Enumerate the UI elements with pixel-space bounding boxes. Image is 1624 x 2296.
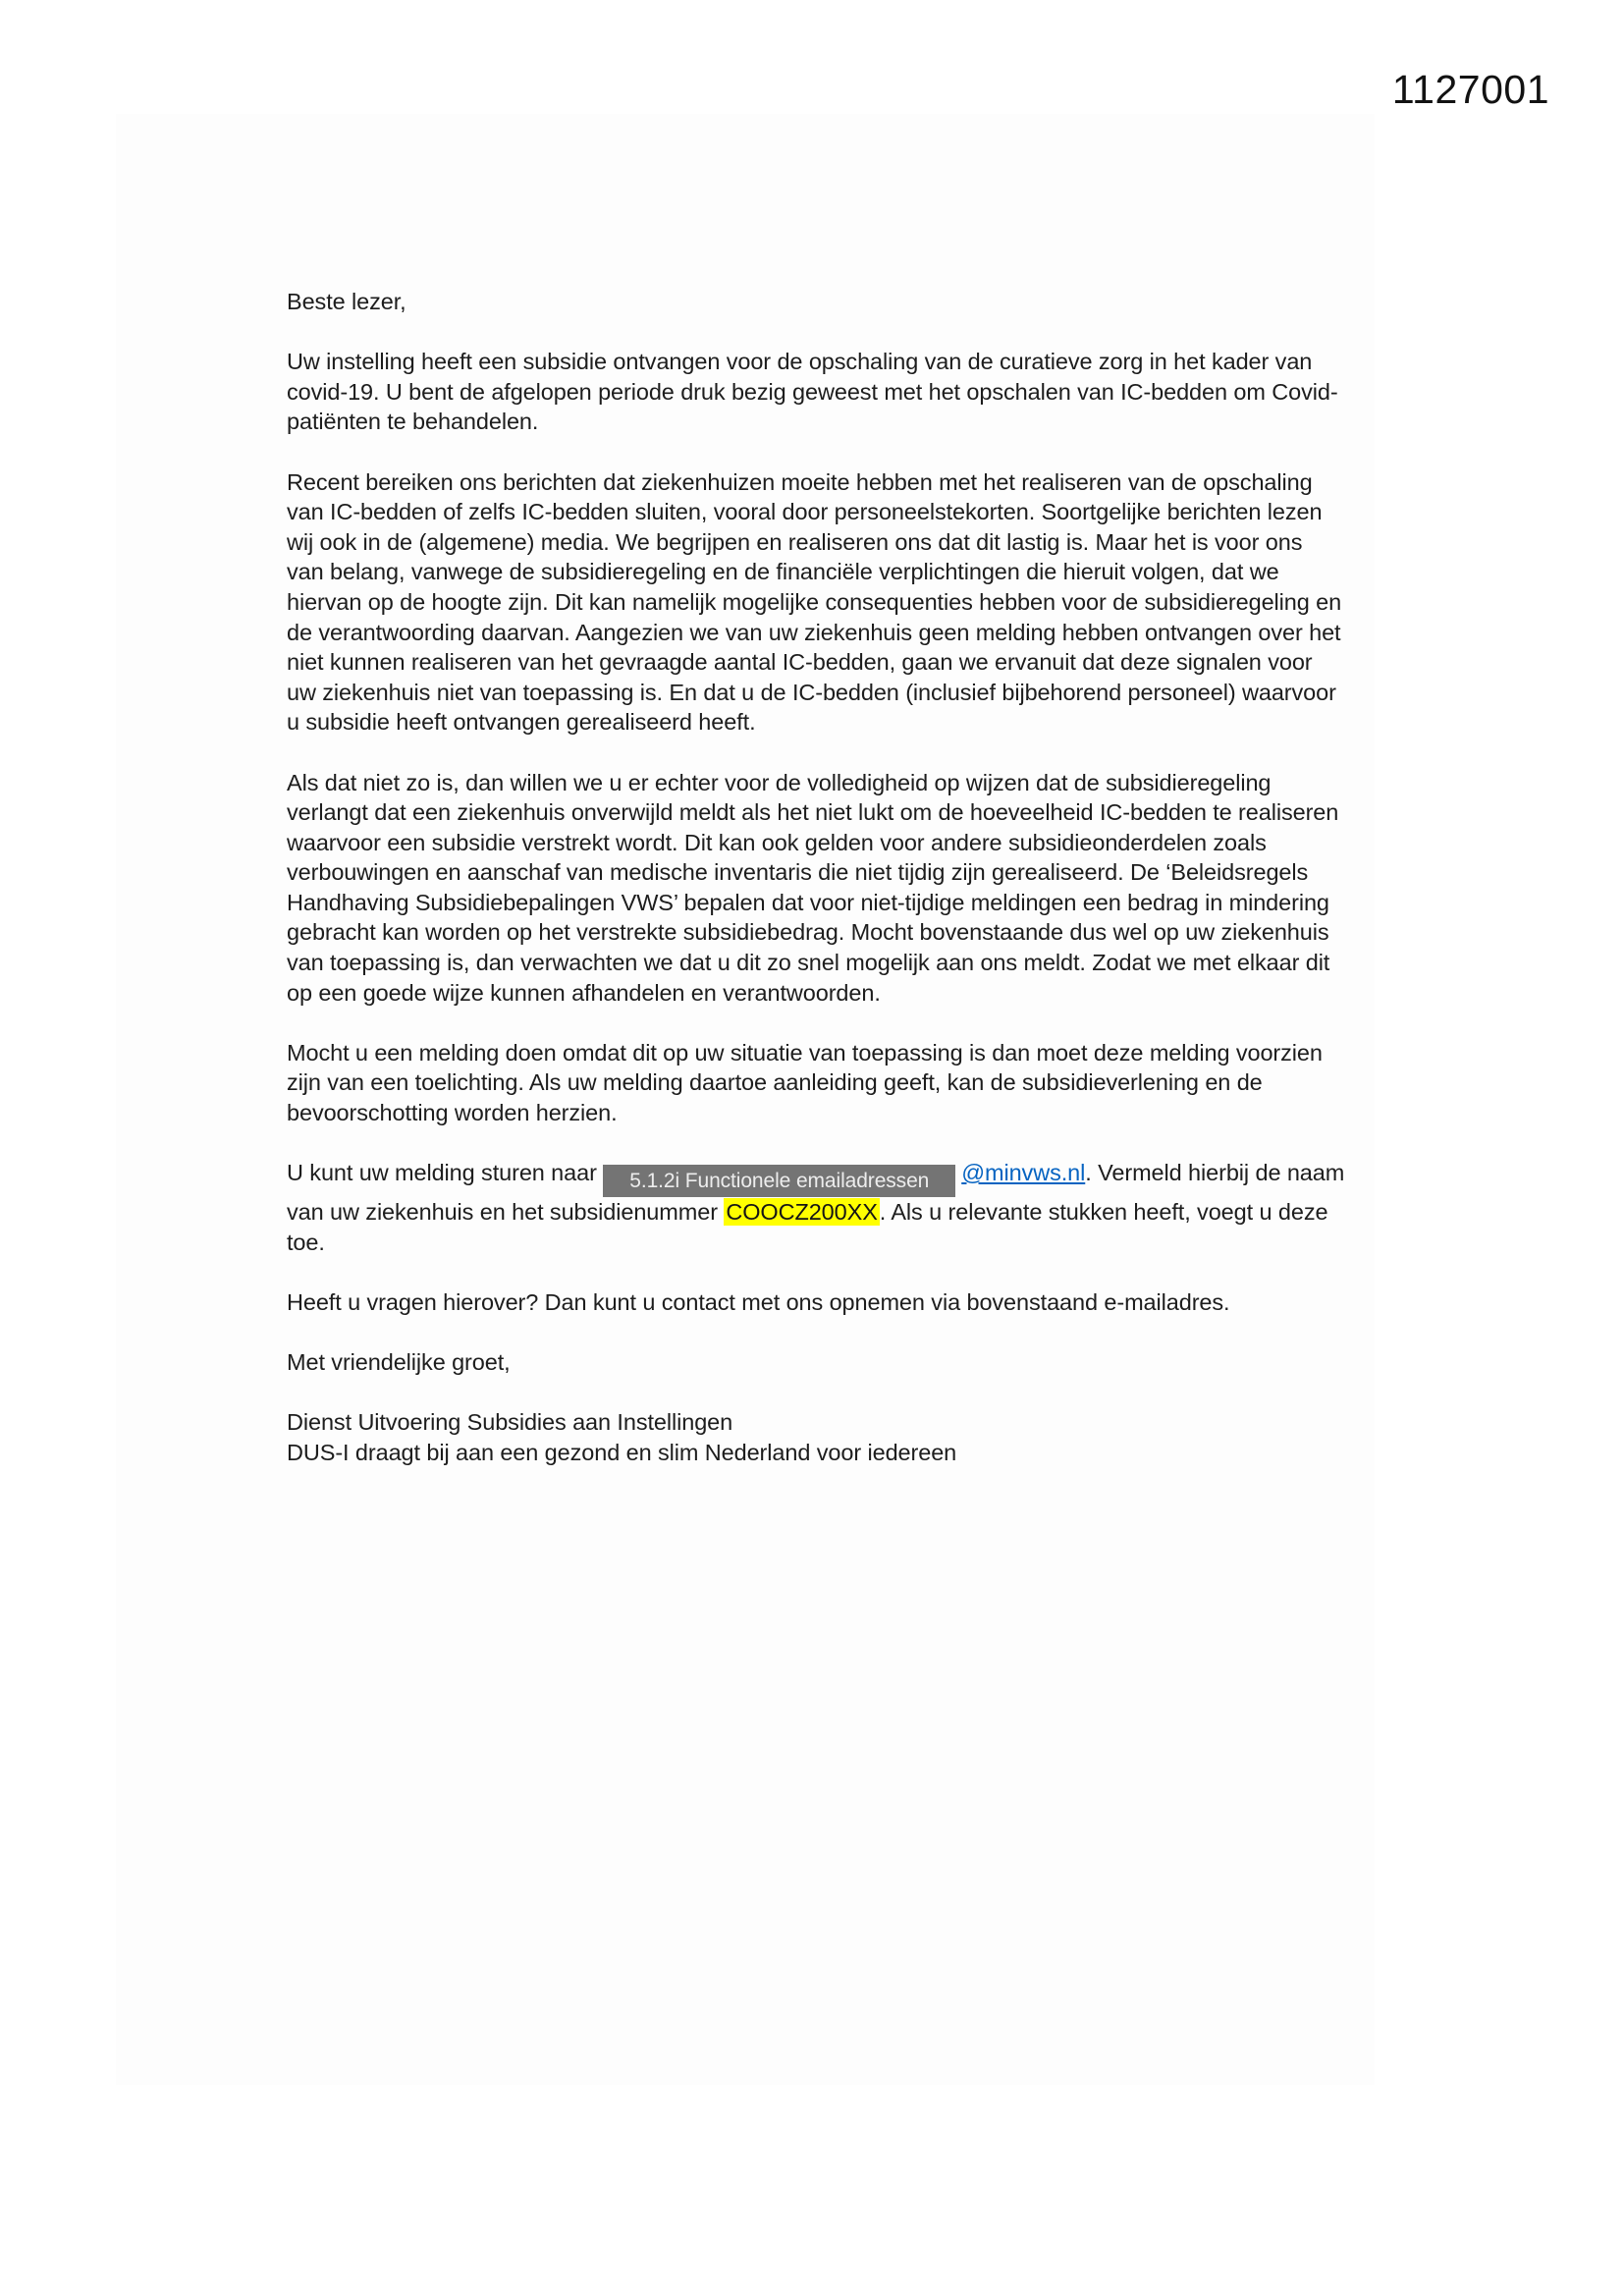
signature-organization: Dienst Uitvoering Subsidies aan Instellingen xyxy=(287,1409,733,1436)
redaction-box: 5.1.2i Functionele emailadressen xyxy=(603,1165,955,1197)
paragraph-subsidie-ontvangen: Uw instelling heeft een subsidie ontvangen voor de opschaling van de curatieve zorg in het kader van covid-19. U bent de afgelopen periode druk bezig geweest met het opschalen van IC-bedden om Covid-patiënten te behandelen. xyxy=(287,349,1338,435)
melding-after-text: . Als u relevante stukken heeft, voegt u deze toe. xyxy=(287,1199,1328,1255)
paragraph-recente-berichten: Recent bereiken ons berichten dat ziekenhuizen moeite hebben met het realiseren van de opschaling van IC-bedden of zelfs IC-bedden sluiten, vooral door personeelstekorten. Soortgelijke berichten lezen wij ook in de (algemene) media. We begrijpen en realiseren ons dat dit lastig is. Maar het is voor ons van belang, vanwege de subsidieregeling en de financiële verplichtingen die hieruit volgen, dat we hiervan op de hoogte zijn. Dit kan namelijk mogelijke consequenties hebben voor de subsidieregeling en de verantwoording daarvan. Aangezien we van uw ziekenhuis geen melding hebben ontvangen over het niet kunnen realiseren van het gevraagde aantal IC-bedden, gaan we ervanuit dat deze signalen voor uw ziekenhuis niet van toepassing is. En dat u de IC-bedden (inclusief bijbehorend personeel) waarvoor u subsidie heeft ontvangen gerealiseerd heeft. xyxy=(287,468,1342,736)
subsidy-number-highlight: COOCZ200XX xyxy=(726,1199,878,1226)
melding-middle-text: . Vermeld hierbij de naam van uw ziekenhuis en het subsidienummer xyxy=(287,1160,1345,1226)
bates-number: 1127001 xyxy=(1391,67,1549,112)
letter-body xyxy=(287,287,1345,1468)
closing: Met vriendelijke groet, xyxy=(287,1349,511,1376)
paragraph-vragen: Heeft u vragen hierover? Dan kunt u contact met ons opnemen via bovenstaand e-mailadres. xyxy=(287,1289,1230,1315)
signature-slogan: DUS-I draagt bij aan een gezond en slim Nederland voor iedereen xyxy=(287,1439,957,1465)
paragraph-melding-toelichting: Mocht u een melding doen omdat dit op uw situatie van toepassing is dan moet deze melding voorzien zijn van een toelichting. Als uw melding daartoe aanleiding geeft, kan de subsidieverlening en de bevoorschotting worden herzien. xyxy=(287,1039,1323,1126)
paragraph-melding-sturen xyxy=(287,1158,1345,1257)
salutation: Beste lezer, xyxy=(287,289,406,314)
signature-block xyxy=(287,1407,1345,1467)
document-page xyxy=(116,114,1375,2085)
melding-before-text: U kunt uw melding sturen naar xyxy=(287,1160,604,1186)
paragraph-subsidieregeling-melden: Als dat niet zo is, dan willen we u er echter voor de volledigheid op wijzen dat de subsidieregeling verlangt dat een ziekenhuis onverwijld meldt als het niet lukt om de hoeveelheid IC-bedden te realiseren waarvoor een subsidie verstrekt wordt. Dit kan ook gelden voor andere subsidieonderdelen zoals verbouwingen en aanschaf van medische inventaris die niet tijdig zijn gerealiseerd. De ‘Beleidsregels Handhaving Subsidiebepalingen VWS’ bepalen dat voor niet-tijdige meldingen een bedrag in mindering gebracht kan worden op het verstrekte subsidiebedrag. Mocht bovenstaande dus wel op uw ziekenhuis van toepassing is, dan verwachten we dat u dit zo snel mogelijk aan ons meldt. Zodat we met elkaar dit op een goede wijze kunnen afhandelen en verantwoorden. xyxy=(287,769,1339,1006)
email-link[interactable]: @minvws.nl xyxy=(961,1160,1086,1186)
